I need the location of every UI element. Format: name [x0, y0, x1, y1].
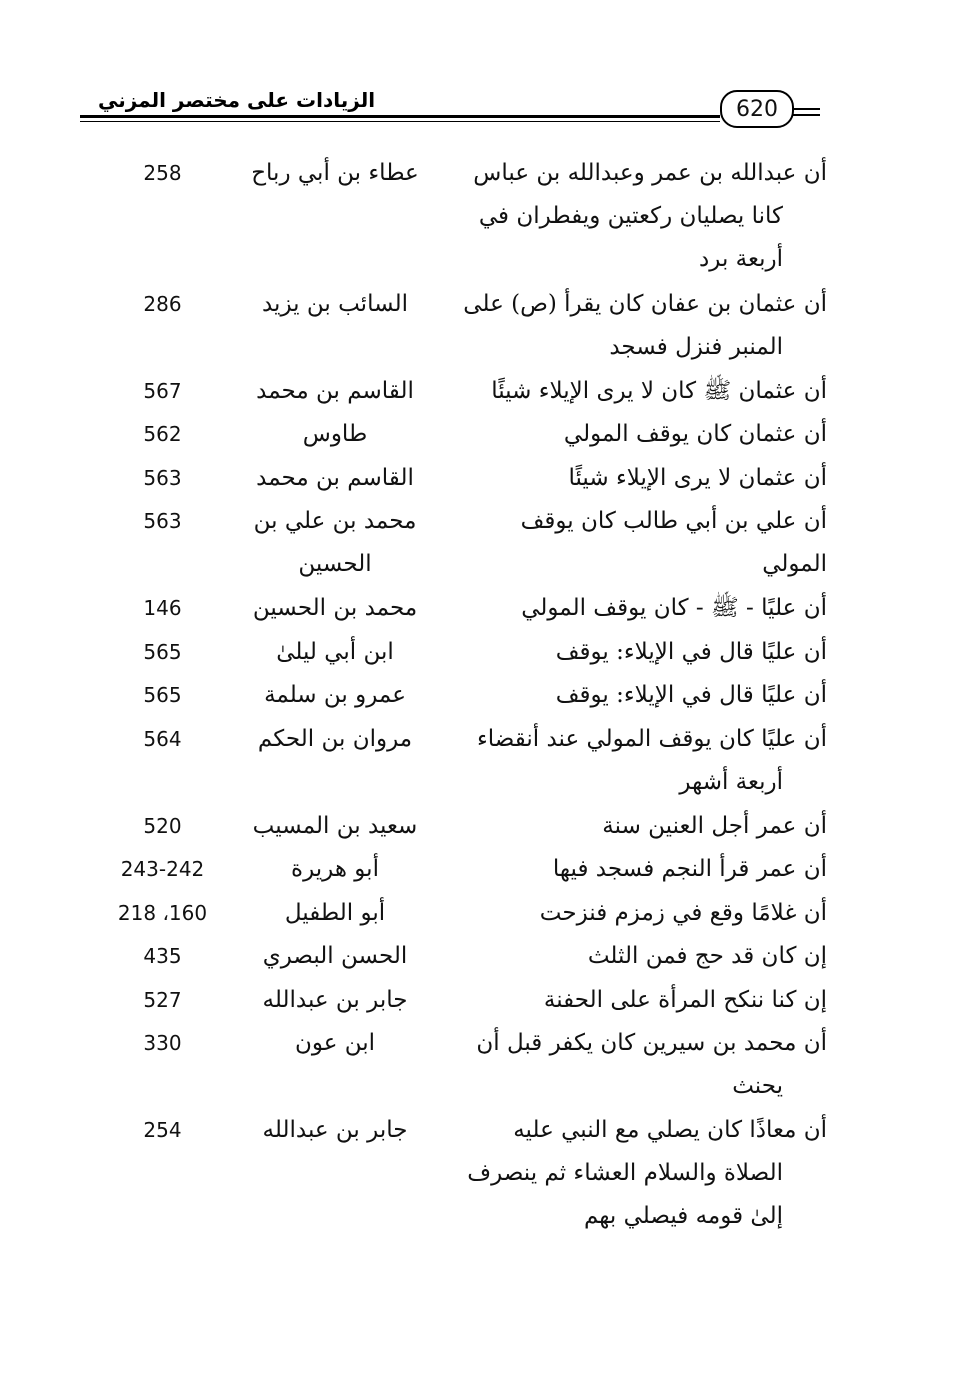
narrator-line: عمرو بن سلمة	[264, 682, 406, 708]
narrator-line: أبو هريرة	[291, 856, 379, 882]
narrator	[235, 892, 435, 935]
hadith-text-line: أن عبدالله بن عمر وعبدالله بن عباس	[473, 160, 827, 186]
hadith-text	[455, 370, 827, 413]
hadith-text	[455, 500, 827, 586]
page-reference: 254	[143, 1118, 182, 1142]
hadith-text	[455, 413, 827, 456]
hadith-text	[455, 631, 827, 674]
hadith-text-line: أن عثمان لا يرى الإيلاء شيئًا	[568, 464, 827, 491]
hadith-text	[455, 152, 827, 281]
header-rule-thin	[80, 121, 720, 122]
narrator-line: القاسم بن محمد	[256, 464, 414, 491]
page-reference: 258	[143, 161, 182, 185]
page-reference: 527	[143, 987, 182, 1012]
hadith-text-line: يحنث	[732, 1073, 783, 1099]
narrator	[235, 935, 435, 978]
narrator	[235, 848, 435, 891]
narrator	[235, 457, 435, 500]
narrator-line: ابن عون	[294, 1030, 376, 1056]
page-number-ornament-line	[792, 108, 820, 110]
hadith-text-line: أن عليًا - ﷺ - كان يوقف المولي	[521, 595, 827, 621]
hadith-text-line: إن كان قد حج فمن الثلث	[587, 943, 827, 969]
hadith-text	[455, 1022, 827, 1108]
hadith-text-line: أن عليًا كان يوقف المولي عند أنقضاء	[476, 725, 827, 752]
narrator-line: الحسين	[298, 551, 372, 577]
narrator-line: محمد بن الحسين	[252, 595, 418, 621]
hadith-text	[455, 979, 827, 1022]
narrator-line: محمد بن علي بن	[253, 508, 417, 534]
narrator-line: جابر بن عبدالله	[262, 1117, 408, 1143]
hadith-text-line: إلىٰ قومه فيصلي بهم	[583, 1203, 783, 1229]
narrator-line: عطاء بن أبي رباح	[251, 160, 419, 186]
narrator	[235, 1022, 435, 1065]
hadith-text-line: أن علي بن أبي طالب كان يوقف المولي	[520, 508, 827, 577]
narrator-line: القاسم بن محمد	[256, 377, 414, 404]
page-reference: 218 ،160	[117, 900, 208, 925]
running-title: الزيادات على مختصر المزني	[98, 88, 376, 112]
narrator-line: ابن أبي ليلىٰ	[276, 638, 394, 665]
narrator	[235, 1109, 435, 1152]
narrator-line: مروان بن الحكم	[257, 725, 413, 752]
narrator-line: طاوس	[302, 421, 368, 447]
page-number: 620	[720, 90, 794, 128]
narrator	[235, 283, 435, 326]
narrator	[235, 370, 435, 413]
page-reference: 565	[143, 683, 182, 707]
hadith-text-line: كانا يصليان ركعتين ويفطران في	[478, 203, 783, 229]
narrator	[235, 631, 435, 674]
hadith-text-line: أربعة برد	[699, 246, 783, 272]
narrator-line: السائب بن يزيد	[261, 290, 408, 317]
hadith-text-line: أن عليًا قال في الإيلاء: يوقف	[555, 638, 827, 665]
hadith-text	[455, 283, 827, 369]
hadith-text-line: أن عمر أجل العنين سنة	[602, 812, 827, 839]
hadith-text	[455, 674, 827, 717]
hadith-text	[455, 457, 827, 500]
page-reference: 567	[143, 378, 182, 403]
page-reference: 562	[143, 422, 182, 446]
hadith-text-line: أن عليًا قال في الإيلاء: يوقف	[555, 682, 827, 708]
hadith-text-line: المنبر فنزل فسجد	[609, 333, 783, 360]
narrator	[235, 718, 435, 761]
page-number-ornament-line	[792, 114, 820, 116]
page-reference: 243-242	[120, 857, 205, 881]
narrator	[235, 413, 435, 456]
narrator-line: سعيد بن المسيب	[252, 812, 418, 839]
page-header	[80, 82, 820, 132]
hadith-text	[455, 848, 827, 891]
narrator-line: الحسن البصري	[262, 943, 408, 969]
hadith-text	[455, 587, 827, 630]
hadith-text	[455, 805, 827, 848]
narrator	[235, 152, 435, 195]
hadith-text-line: أن عمر قرأ النجم فسجد فيها	[552, 856, 827, 882]
page-reference: 563	[143, 509, 182, 533]
narrator	[235, 674, 435, 717]
narrator	[235, 979, 435, 1022]
page-reference: 565	[143, 639, 182, 664]
page-reference: 330	[143, 1031, 182, 1055]
narrator	[235, 500, 435, 586]
page-reference: 520	[143, 813, 182, 838]
hadith-text	[455, 892, 827, 935]
header-rule-thick	[80, 115, 720, 118]
hadith-text	[455, 1109, 827, 1238]
hadith-text-line: الصلاة والسلام العشاء ثم ينصرف	[467, 1160, 783, 1186]
narrator	[235, 587, 435, 630]
page-reference: 435	[143, 944, 182, 968]
narrator	[235, 805, 435, 848]
hadith-text-line: أن معاذًا كان يصلي مع النبي عليه	[513, 1117, 827, 1143]
page-reference: 563	[143, 465, 182, 490]
narrator-line: جابر بن عبدالله	[262, 986, 408, 1013]
hadith-text-line: أن عثمان كان يوقف المولي	[563, 421, 827, 447]
hadith-text-line: أن عثمان بن عفان كان يقرأ (ص) على	[463, 290, 827, 317]
hadith-text-line: إن كنا ننكح المرأة على الحفنة	[543, 986, 827, 1013]
page-reference: 146	[143, 596, 182, 620]
narrator-line: أبو الطفيل	[284, 899, 386, 926]
hadith-text	[455, 718, 827, 804]
hadith-text	[455, 935, 827, 978]
page-reference: 286	[143, 291, 182, 316]
hadith-text-line: أن عثمان ﷺ كان لا يرى الإيلاء شيئًا	[491, 377, 827, 404]
hadith-text-line: أن محمد بن سيرين كان يكفر قبل أن	[476, 1030, 827, 1056]
hadith-text-line: أربعة أشهر	[679, 768, 783, 795]
hadith-text-line: أن غلامًا وقع في زمزم فنزحت	[539, 899, 827, 926]
page-reference: 564	[143, 726, 182, 751]
